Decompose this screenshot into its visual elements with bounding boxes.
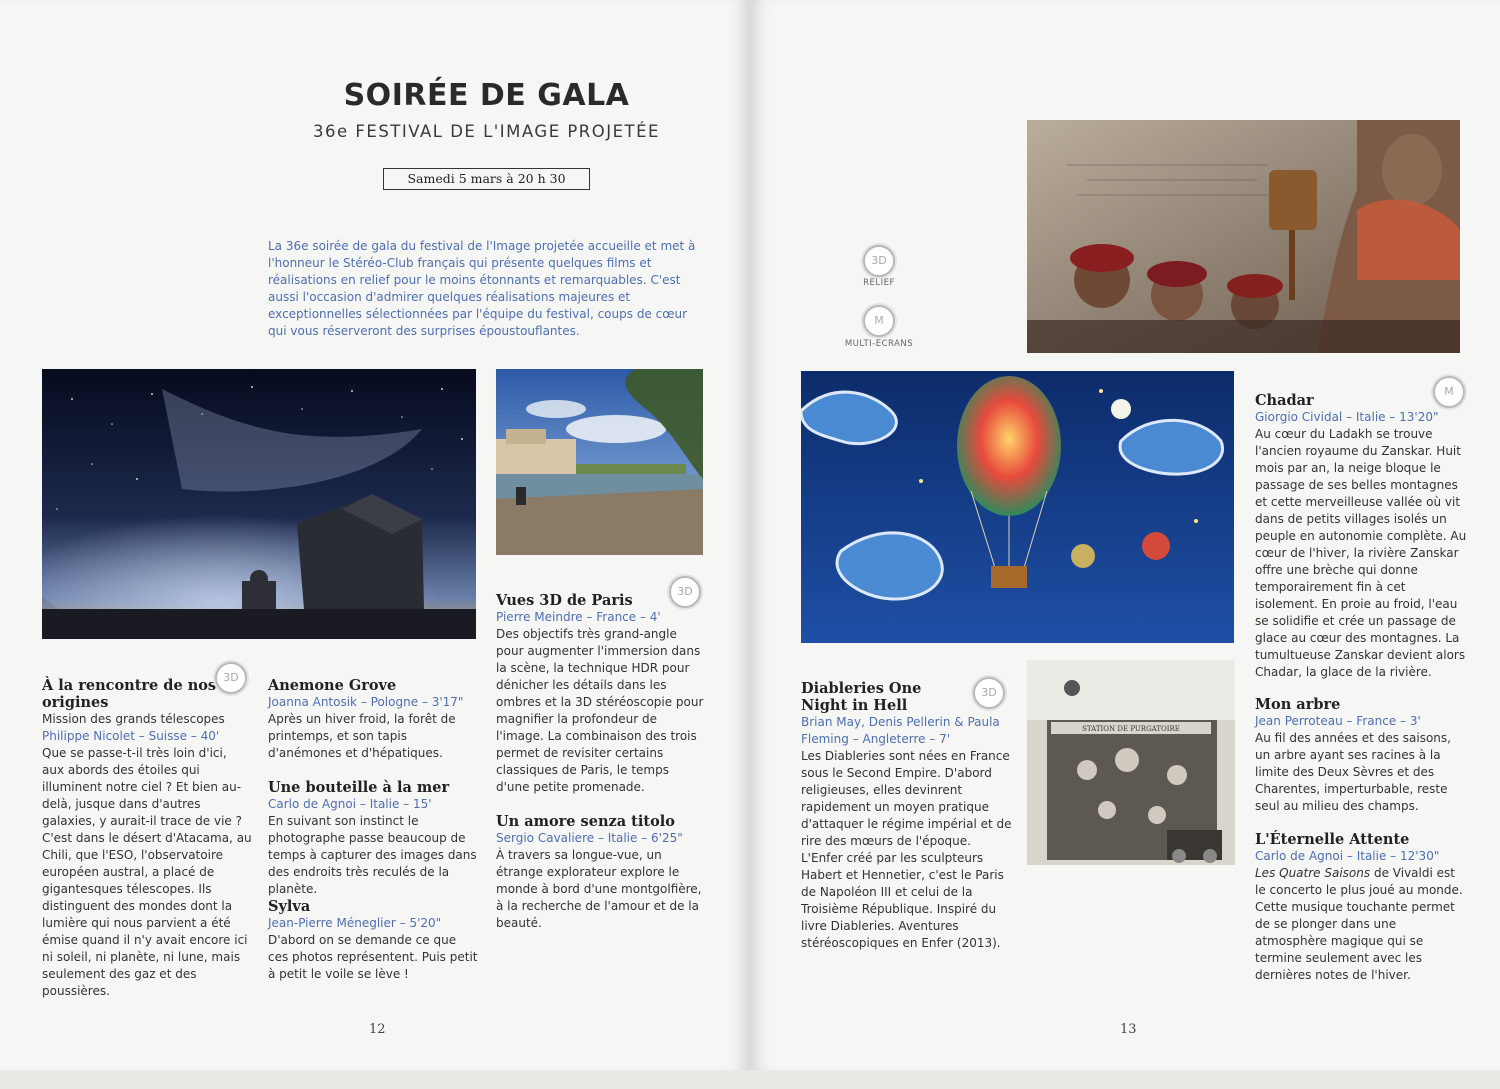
entry-text: Après un hiver froid, la forêt de printemps, et son tapis d'anémones et d'hépatiques. bbox=[268, 712, 456, 760]
entry-un-amore bbox=[496, 813, 706, 932]
entry-credit: Carlo de Agnoi – Italie – 12'30" bbox=[1255, 849, 1440, 863]
entry-credit: Pierre Meindre – France – 4' bbox=[496, 610, 661, 624]
entry-anemone-grove bbox=[268, 677, 478, 762]
entry-text bbox=[1255, 865, 1467, 984]
entry-text: En suivant son instinct le photographe passe beaucoup de temps à capturer des images dans des endroits très reculés de la planète. bbox=[268, 814, 477, 896]
entry-chadar bbox=[1255, 392, 1467, 681]
entry-credit: Jean Perroteau – France – 3' bbox=[1255, 714, 1421, 728]
entry-title: Mon arbre bbox=[1255, 696, 1341, 713]
page-title: SOIRÉE DE GALA bbox=[343, 78, 630, 113]
entry-credit: Jean-Pierre Méneglier – 5'20" bbox=[268, 916, 442, 930]
3d-badge: 3D bbox=[669, 576, 701, 608]
entry-title: Anemone Grove bbox=[268, 677, 397, 694]
multi-ecrans-legend-badge: M bbox=[863, 305, 895, 337]
3d-badge: 3D bbox=[215, 662, 247, 694]
relief-legend-label: RELIEF bbox=[863, 278, 895, 288]
entry-text: Les Diableries sont nées en France sous le Second Empire. D'abord religieuses, elles devinrent rapidement un moyen pratique d'attaquer le régime impérial et de rire des mœurs de l'époque. L'Enfer créé par les sculpteurs Habert et Hennetier, c'est le Paris de Napoléon III et celui de la Troisième République. Inspiré du livre Diableries. Aventures stéréoscopiques en Enfer (2013). bbox=[801, 749, 1012, 950]
entry-sylva bbox=[268, 898, 478, 983]
entry-title: L'Éternelle Attente bbox=[1255, 831, 1410, 848]
entry-vues-3d-paris bbox=[496, 592, 706, 796]
diableries-photo bbox=[1027, 660, 1235, 865]
entry-text-rest: de Vivaldi est le concerto le plus joué au monde. Cette musique touchante permet de se plonger dans une atmosphère magique qui se termine seulement avec les dernières notes de l'hiver. bbox=[1255, 866, 1463, 982]
entry-title: Une bouteille à la mer bbox=[268, 779, 450, 796]
entry-text: Des objectifs très grand-angle pour augmenter l'immersion dans la scène, la technique HDR pour dénicher les détails dans les ombres et la 3D stéréoscopie pour magnifier la profondeur de l'image. La combinaison des trois permet de revisiter certains classiques de Paris, le temps d'une petite promenade. bbox=[496, 627, 704, 794]
entry-credit: Giorgio Cividal – Italie – 13'20" bbox=[1255, 410, 1439, 424]
observatory-photo bbox=[42, 369, 476, 639]
paris-photo bbox=[496, 369, 703, 555]
left-page bbox=[0, 0, 748, 1070]
entry-mon-arbre bbox=[1255, 696, 1467, 815]
page-number: 12 bbox=[369, 1022, 386, 1037]
entry-text: D'abord on se demande ce que ces photos représentent. Puis petit à petit le voile se lève ! bbox=[268, 933, 478, 981]
entry-credit: Brian May, Denis Pellerin & Paula Fleming – Angleterre – 7' bbox=[801, 715, 1000, 746]
multi-ecrans-legend-label: MULTI-ECRANS bbox=[844, 339, 914, 349]
entry-title: Chadar bbox=[1255, 392, 1314, 409]
balloon-illustration bbox=[801, 371, 1234, 643]
entry-credit: Sergio Cavaliere – Italie – 6'25" bbox=[496, 831, 683, 845]
festival-subtitle: 36e FESTIVAL DE L'IMAGE PROJETÉE bbox=[313, 122, 660, 141]
entry-title: À la rencontre de nos origines bbox=[42, 677, 217, 711]
event-date: Samedi 5 mars à 20 h 30 bbox=[383, 168, 590, 190]
relief-legend-badge: 3D bbox=[863, 245, 895, 277]
entry-text: À travers sa longue-vue, un étrange explorateur explore le monde à bord d'une montgolfière, à la recherche de l'amour et de la beauté. bbox=[496, 848, 702, 930]
entry-subtitle: Mission des grands télescopes bbox=[42, 712, 225, 726]
3d-badge: 3D bbox=[973, 677, 1005, 709]
m-badge: M bbox=[1433, 376, 1465, 408]
entry-credit: Philippe Nicolet – Suisse – 40' bbox=[42, 729, 220, 743]
page-number: 13 bbox=[1120, 1022, 1137, 1037]
entry-credit: Carlo de Agnoi – Italie – 15' bbox=[268, 797, 432, 811]
entry-title: Sylva bbox=[268, 898, 311, 915]
vintage-sign: STATION DE PURGATOIRE bbox=[1082, 725, 1180, 733]
entry-title: Diableries One Night in Hell bbox=[801, 680, 922, 714]
entry-diableries bbox=[801, 680, 1016, 952]
intro-paragraph: La 36e soirée de gala du festival de l'Image projetée accueille et met à l'honneur le Stéréo-Club français qui présente quelques films et réalisations en relief pour le moins étonnants et remarquables. C'est aussi l'occasion d'admirer quelques réalisations majeures et exceptionnelles sélectionnées par l'équipe du festival, coups de cœur qui vous réserveront des surprises époustouflantes. bbox=[268, 239, 696, 338]
scan-bottom-edge bbox=[0, 1070, 1500, 1089]
entry-text: Que se passe-t-il très loin d'ici, aux abords des étoiles qui illuminent notre ciel ? Et bien au-delà, jusque dans d'autres galaxies, y aurait-il trace de vie ? C'est dans le désert d'Atacama, au Chili, que l'ESO, l'observatoire européen austral, a placé de gigantesques télescopes. Ils distinguent des mondes dont la lumière qui nous parvient a été émise quand il n'y avait encore ici ni soleil, ni planète, ni lune, mais seulement des gaz et des poussières. bbox=[42, 746, 252, 998]
entry-text: Au fil des années et des saisons, un arbre ayant ses racines à la limite des Deux Sèvres et des Charentes, imperturbable, reste seul au milieu des champs. bbox=[1255, 731, 1451, 813]
entry-title: Vues 3D de Paris bbox=[496, 592, 633, 609]
right-page bbox=[752, 0, 1500, 1070]
entry-text-italic: Les Quatre Saisons bbox=[1255, 866, 1371, 880]
entry-une-bouteille bbox=[268, 779, 478, 898]
entry-eternelle-attente bbox=[1255, 831, 1467, 984]
ladakh-photo bbox=[1027, 120, 1460, 353]
entry-text: Au cœur du Ladakh se trouve l'ancien royaume du Zanskar. Huit mois par an, la neige bloque le passage de ses belles montagnes et cette merveilleuse vallée où vit dans de petits villages isolés un peuple en autonomie complète. Au cœur de l'hiver, la rivière Zanskar offre une brèche qui donne temporairement fin à cet isolement. En proie au froid, l'eau se solidifie et crée un passage de glace au cœur des montagnes. La tumultueuse Zanskar devient alors Chadar, la glace de la rivière. bbox=[1255, 427, 1467, 679]
entry-a-la-rencontre bbox=[42, 677, 252, 1000]
entry-credit: Joanna Antosik – Pologne – 3'17" bbox=[268, 695, 464, 709]
entry-title: Un amore senza titolo bbox=[496, 813, 675, 830]
